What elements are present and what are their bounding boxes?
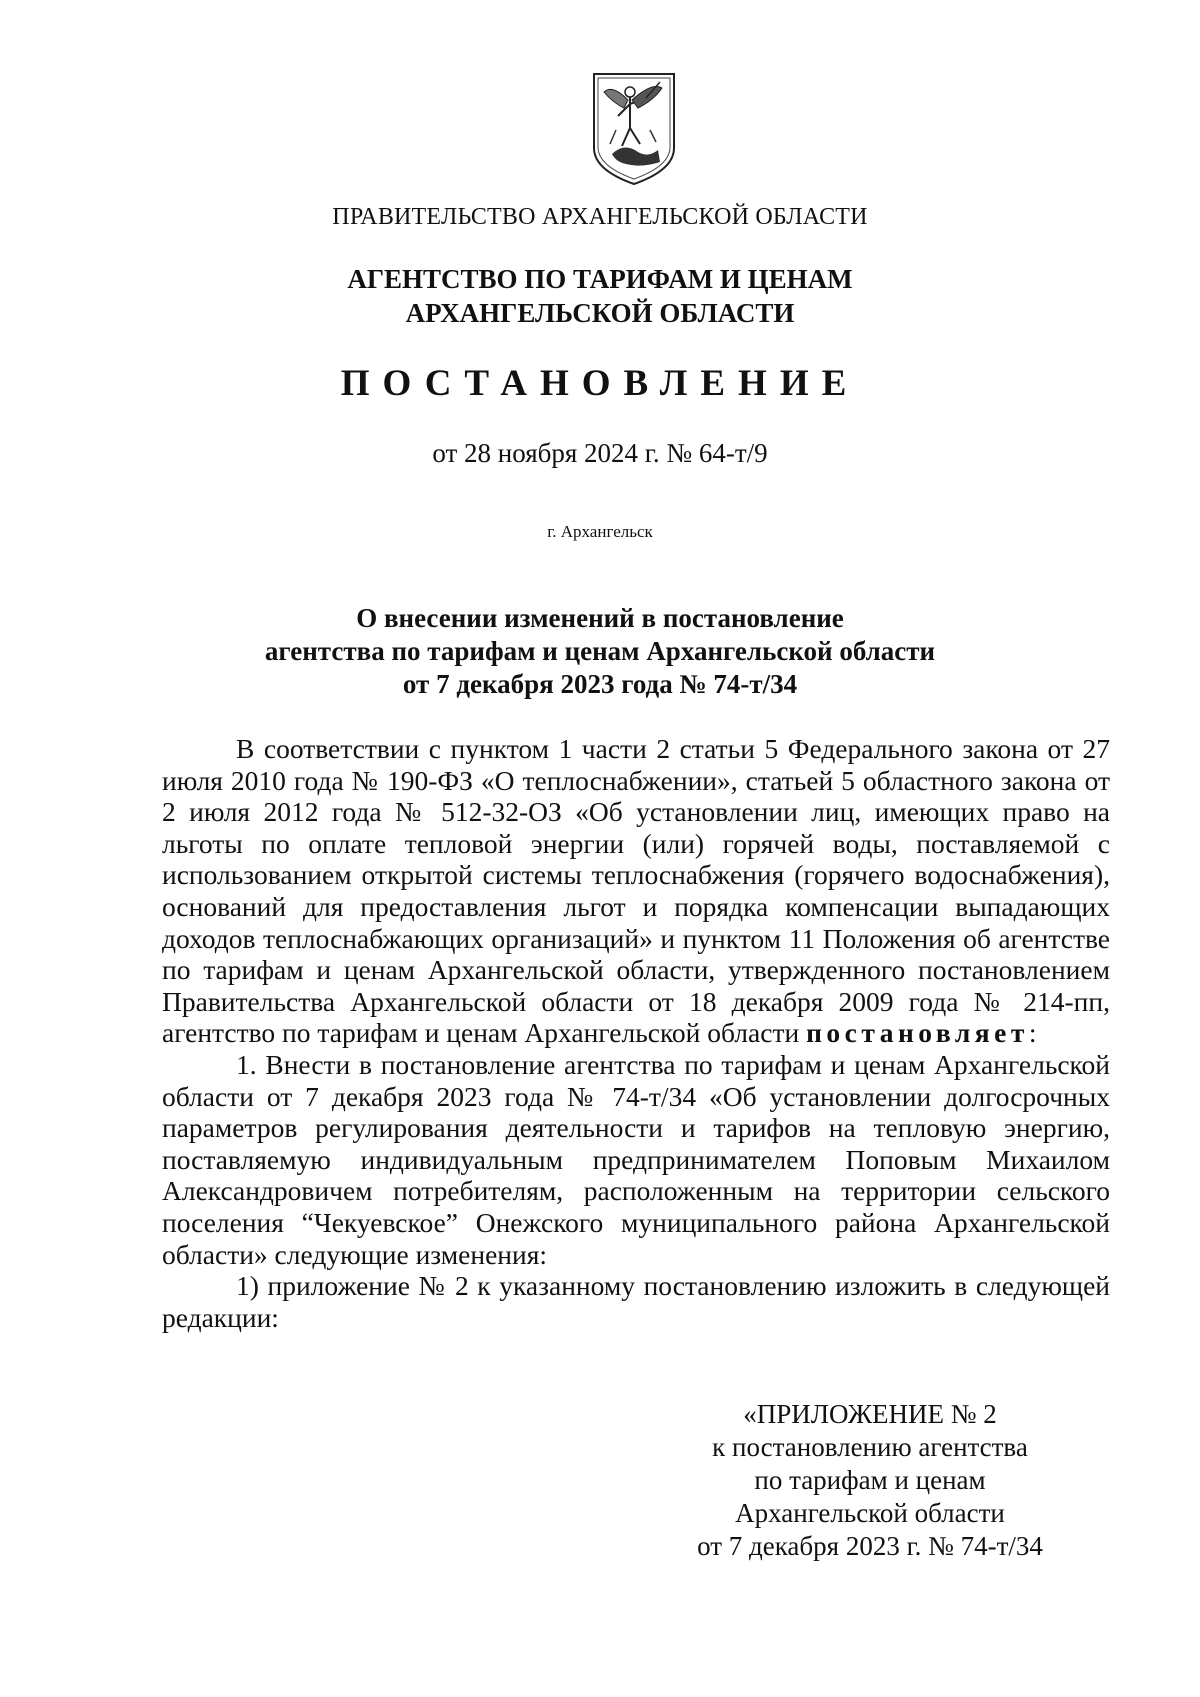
subject-line1: О внесении изменений в постановление	[356, 603, 844, 633]
appendix-line2: к постановлению агентства	[712, 1432, 1028, 1462]
document-date-number: от 28 ноября 2024 г. № 64-т/9	[432, 438, 768, 468]
item-1-paragraph: 1. Внести в постановление агентства по тарифам и ценам Архангельской области от 7 декабря 2023 года № 74-т/34 «Об установлении долгосрочных параметров регулирования деятельности и тарифов на тепловую энергию, поставляемую индивидуальным предпринимателем Поповым Михаилом Александровичем потребителям, расположенным на территории сельского поселения “Чекуевское” Онежского муниципального района Архангельской области» следующие изменения:	[162, 1048, 1110, 1270]
subitem-1-paragraph: 1) приложение № 2 к указанному постановлению изложить в следующей редакции:	[162, 1270, 1110, 1333]
appendix-line3: по тарифам и ценам	[754, 1465, 986, 1495]
document-subject	[0, 602, 1200, 701]
preamble-paragraph	[162, 733, 1110, 1049]
resolves-colon: :	[1028, 1017, 1037, 1049]
document-type-title: ПОСТАНОВЛЕНИЕ	[340, 363, 860, 404]
subject-line2: агентства по тарифам и ценам Архангельской области	[264, 636, 936, 666]
subject-line3: от 7 декабря 2023 года № 74-т/34	[402, 669, 798, 699]
agency-name-line2: АРХАНГЕЛЬСКОЙ ОБЛАСТИ	[405, 298, 795, 328]
appendix-line5: от 7 декабря 2023 г. № 74-т/34	[697, 1531, 1043, 1561]
coat-of-arms-icon	[590, 70, 678, 188]
resolves-word: постановляет	[806, 1017, 1029, 1049]
agency-name	[0, 262, 1200, 330]
preamble-text: В соответствии с пунктом 1 части 2 статьи 5 Федерального закона от 27 июля 2010 года № 190-ФЗ «О теплоснабжении», статьей 5 областного закона от 2 июля 2012 года № 512-32-ОЗ «Об установлении лиц, имеющих право на льготы по оплате тепловой энергии (или) горячей воды, поставляемой с использованием открытой системы теплоснабжения (горячего водоснабжения), оснований для предоставления льгот и порядка компенсации выпадающих доходов теплоснабжающих организаций» и пунктом 11 Положения об агентстве по тарифам и ценам Архангельской области, утвержденного постановлением Правительства Архангельской области от 18 декабря 2009 года № 214-пп, агентство по тарифам и ценам Архангельской области	[162, 733, 1110, 1049]
appendix-header	[680, 1398, 1060, 1563]
appendix-line1: «ПРИЛОЖЕНИЕ № 2	[743, 1399, 997, 1429]
document-city: г. Архангельск	[547, 522, 653, 541]
government-name: ПРАВИТЕЛЬСТВО АРХАНГЕЛЬСКОЙ ОБЛАСТИ	[332, 204, 868, 230]
appendix-line4: Архангельской области	[735, 1498, 1005, 1528]
document-body	[162, 733, 1110, 1333]
agency-name-line1: АГЕНТСТВО ПО ТАРИФАМ И ЦЕНАМ	[347, 264, 853, 294]
